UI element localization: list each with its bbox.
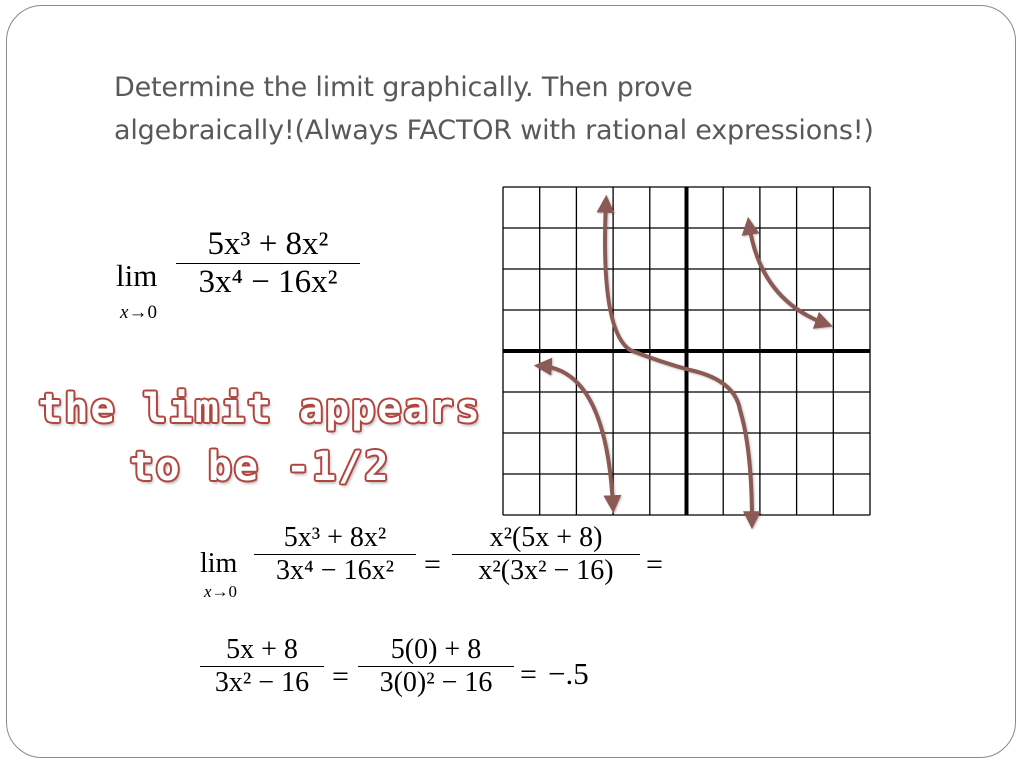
step3-numerator: 5(0) + 8 xyxy=(390,634,482,665)
step3-denominator: 3(0)² − 16 xyxy=(379,667,493,698)
callout-line-2: to be -1/2 xyxy=(129,444,391,490)
step1-denominator: 3x⁴ − 16x² xyxy=(276,555,394,586)
step1-lim-subscript: x→0 xyxy=(204,582,238,601)
equals-sign: = xyxy=(424,548,441,581)
title-line-2: algebraically!(Always FACTOR with rational expressions!) xyxy=(114,115,874,146)
title-line-1: Determine the limit graphically. Then prove xyxy=(114,72,693,103)
step1-factored-denominator: x²(3x² − 16) xyxy=(478,555,614,586)
step2-fraction xyxy=(200,634,324,699)
step2-denominator: 3x² − 16 xyxy=(214,667,310,698)
step3-fraction xyxy=(358,634,514,699)
step1-fraction xyxy=(254,522,416,587)
limit-numerator: 5x³ + 8x² xyxy=(207,226,329,262)
graph-grid xyxy=(503,187,870,515)
lim-label: lim xyxy=(116,258,158,293)
callout-line-1: the limit appears xyxy=(38,386,482,432)
step1-numerator: 5x³ + 8x² xyxy=(283,522,387,553)
step2-numerator: 5x + 8 xyxy=(226,634,298,665)
limit-denominator: 3x⁴ − 16x² xyxy=(198,264,338,300)
step1-lim-label: lim xyxy=(200,548,238,579)
final-result: −.5 xyxy=(548,656,589,691)
lim-subscript: x→0 xyxy=(120,302,157,323)
equals-sign: = xyxy=(520,658,537,691)
step1-factored-fraction xyxy=(452,522,640,587)
step1-factored-numerator: x²(5x + 8) xyxy=(489,522,603,553)
equals-sign: = xyxy=(646,548,663,581)
equals-sign: = xyxy=(332,660,349,693)
